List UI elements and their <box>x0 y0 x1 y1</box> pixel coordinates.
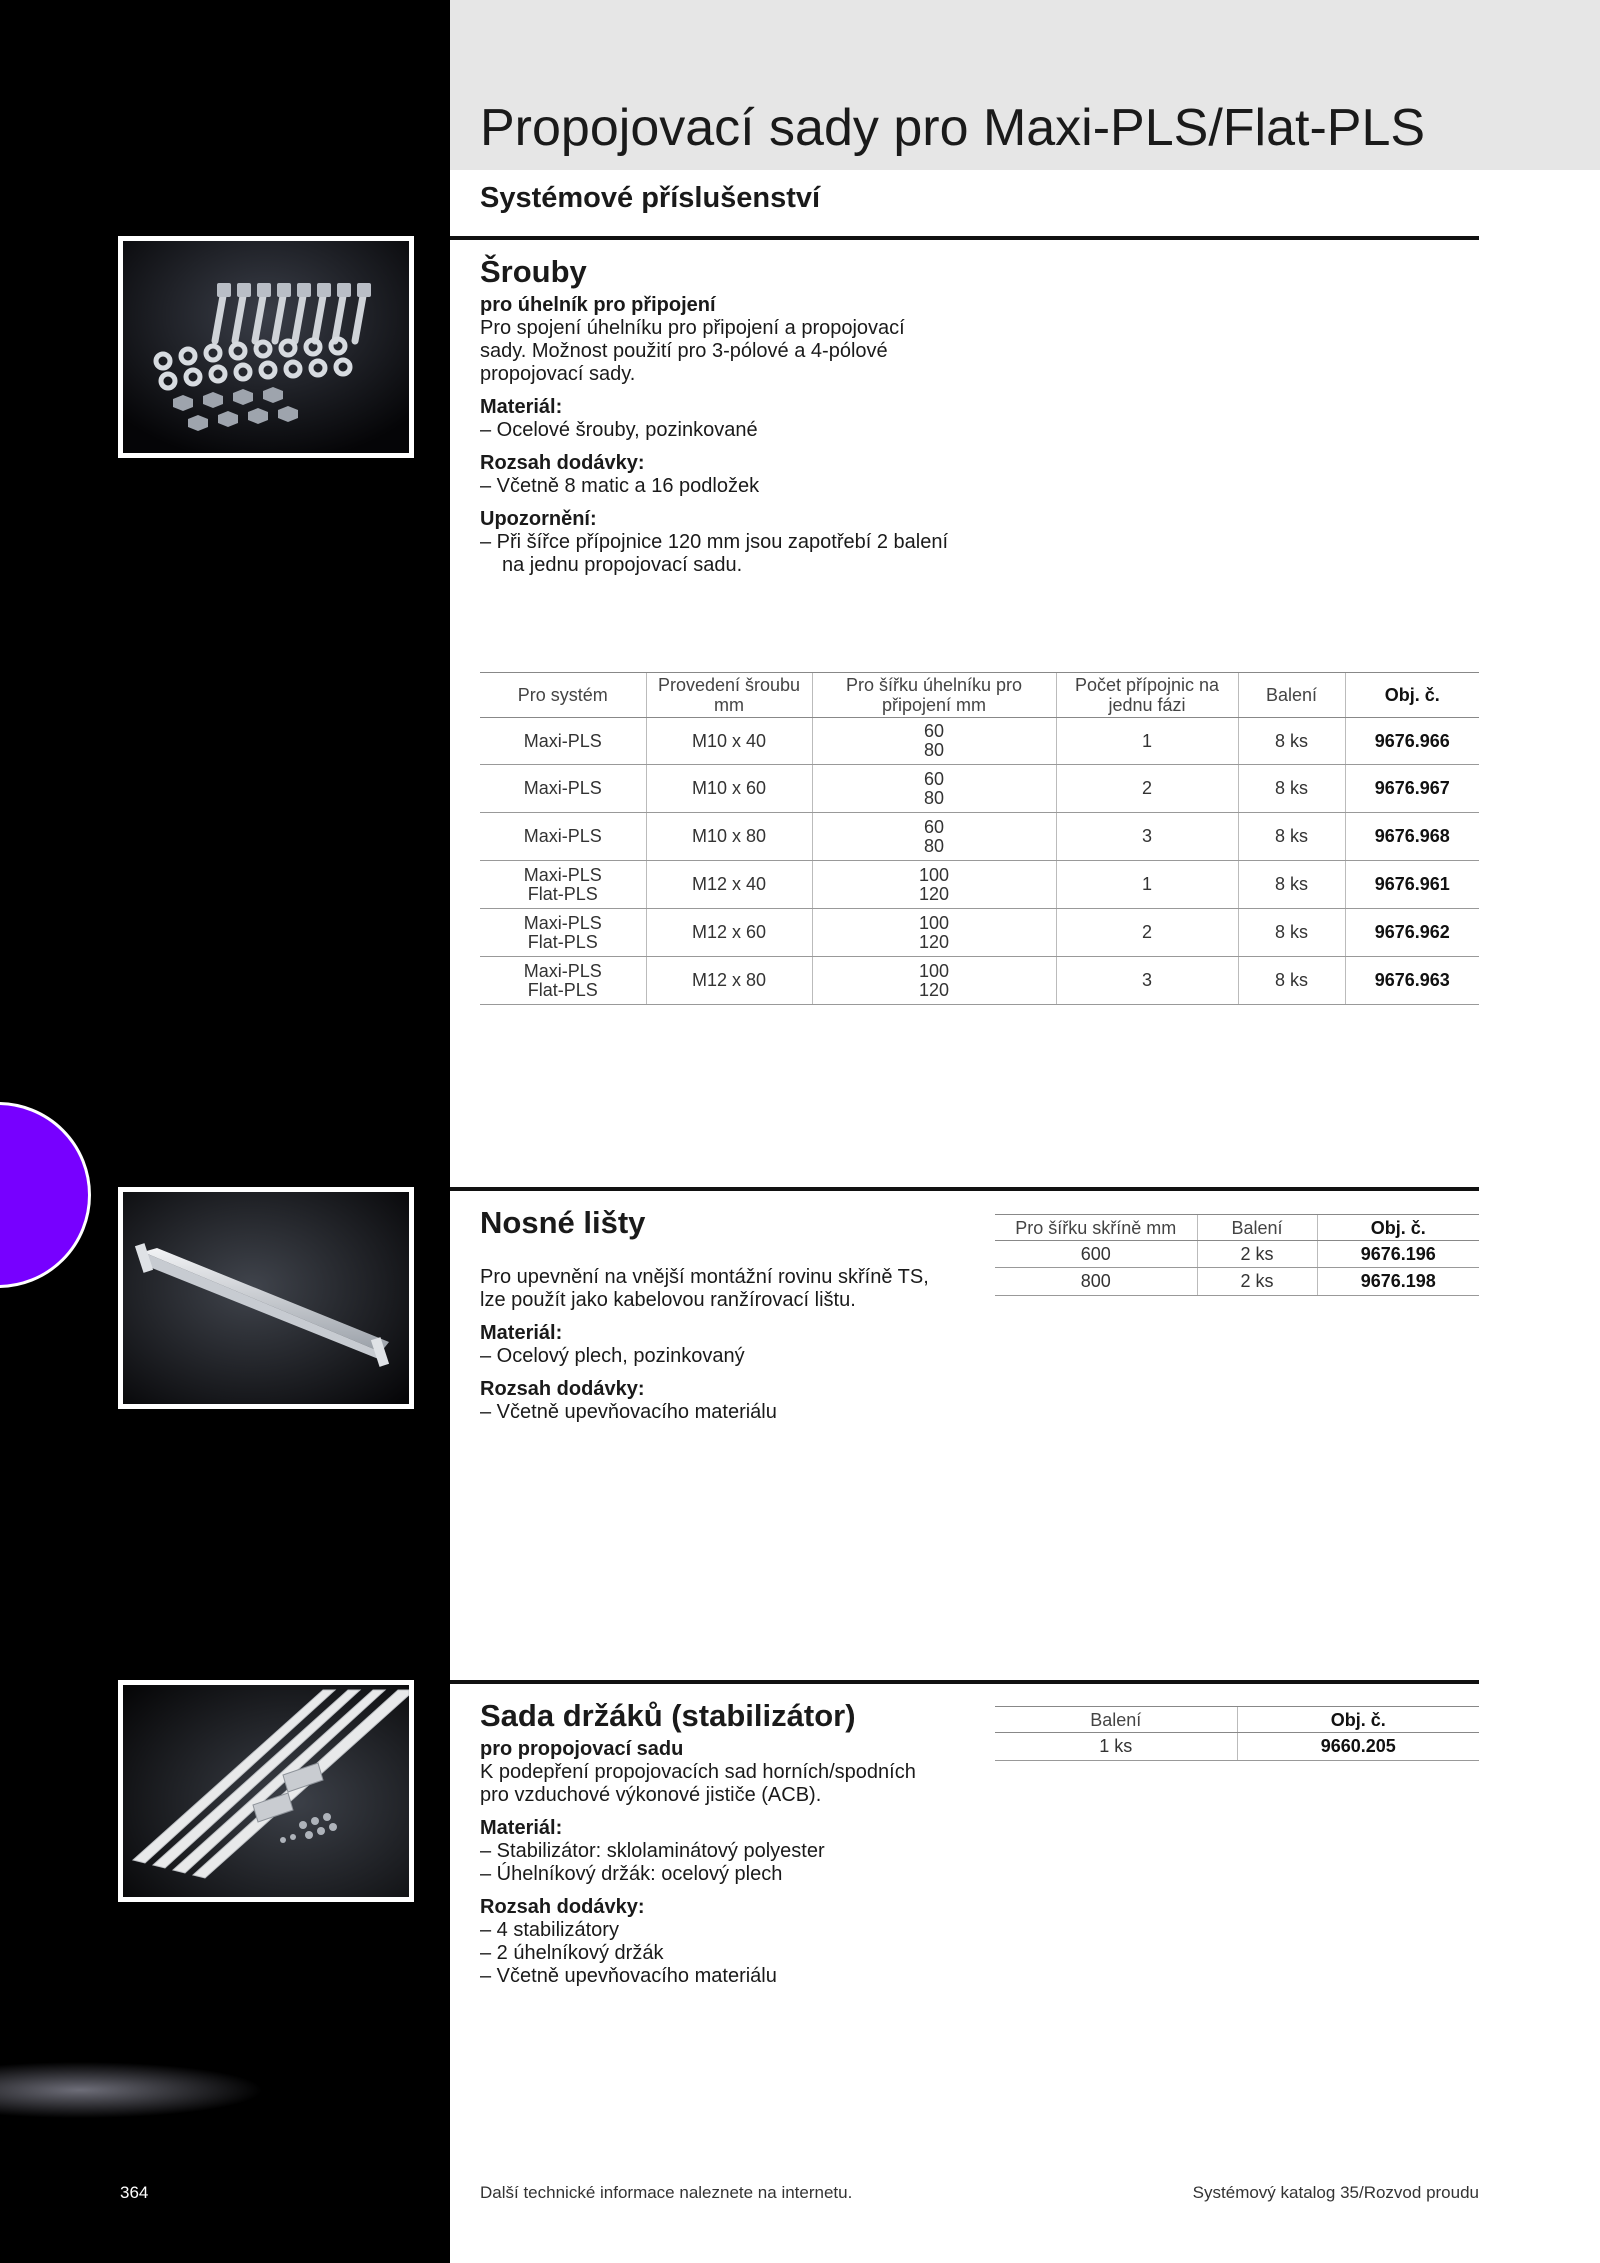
table-cell: 1 <box>1056 718 1238 765</box>
table-cell: 2 <box>1056 765 1238 813</box>
table-cell: 60 80 <box>812 718 1056 765</box>
table-cell: M10 x 60 <box>646 765 812 813</box>
order-number: 9676.967 <box>1345 765 1479 813</box>
table-cell: 800 <box>995 1268 1197 1296</box>
table-header: Pro systém <box>480 673 646 718</box>
sidebar-glow <box>0 2020 450 2160</box>
table-cell: Maxi-PLS Flat-PLS <box>480 957 646 1005</box>
table-cell: 1 ks <box>995 1733 1237 1761</box>
screws-title: Šrouby <box>480 254 587 289</box>
table-cell: Maxi-PLS <box>480 813 646 861</box>
order-number: 9676.962 <box>1345 909 1479 957</box>
rails-material-label: Materiál: <box>480 1322 563 1344</box>
screws-description: Pro spojení úhelníku pro připojení a propojovací sady. Možnost použití pro 3-pólové a 4-pólové propojovací sady. <box>480 317 905 385</box>
table-cell: 100 120 <box>812 861 1056 909</box>
table-row <box>480 765 1479 813</box>
holders-material-item: – Stabilizátor: sklolaminátový polyester <box>480 1840 825 1862</box>
table-cell: 60 80 <box>812 813 1056 861</box>
table-row <box>480 861 1479 909</box>
screws-photo <box>118 236 414 458</box>
holders-text <box>480 1738 950 1988</box>
table-cell: 8 ks <box>1238 765 1345 813</box>
screws-note-label: Upozornění: <box>480 508 597 530</box>
table-cell: 60 80 <box>812 765 1056 813</box>
footer-note: Další technické informace naleznete na internetu. <box>480 2183 853 2202</box>
table-header: Počet přípojnic na jednu fázi <box>1056 673 1238 718</box>
table-row <box>480 909 1479 957</box>
table-header: Balení <box>1238 673 1345 718</box>
table-header: Pro šířku skříně mm <box>995 1215 1197 1241</box>
table-row <box>480 957 1479 1005</box>
table-cell: 8 ks <box>1238 718 1345 765</box>
order-number: 9676.963 <box>1345 957 1479 1005</box>
table-cell: 8 ks <box>1238 957 1345 1005</box>
table-header: Pro šířku úhelníku pro připojení mm <box>812 673 1056 718</box>
table-cell: Maxi-PLS <box>480 718 646 765</box>
screws-delivery-label: Rozsah dodávky: <box>480 452 645 474</box>
footer-catalog: Systémový katalog 35/Rozvod proudu <box>1192 2183 1479 2202</box>
order-number: 9676.961 <box>1345 861 1479 909</box>
table-cell: 8 ks <box>1238 861 1345 909</box>
rails-text <box>480 1266 950 1424</box>
order-number: 9676.966 <box>1345 718 1479 765</box>
holders-title: Sada držáků (stabilizátor) <box>480 1698 856 1733</box>
order-number: 9676.968 <box>1345 813 1479 861</box>
table-cell: 100 120 <box>812 957 1056 1005</box>
table-cell: Maxi-PLS Flat-PLS <box>480 909 646 957</box>
table-row <box>480 813 1479 861</box>
rails-delivery-label: Rozsah dodávky: <box>480 1378 645 1400</box>
holders-material-item: – Úhelníkový držák: ocelový plech <box>480 1863 783 1885</box>
screws-lead: pro úhelník pro připojení <box>480 294 716 316</box>
table-cell: 8 ks <box>1238 909 1345 957</box>
section-divider <box>450 1680 1479 1684</box>
table-cell: Maxi-PLS Flat-PLS <box>480 861 646 909</box>
holders-lead: pro propojovací sadu <box>480 1738 684 1760</box>
order-number: 9676.198 <box>1317 1268 1479 1296</box>
section-divider <box>450 1187 1479 1191</box>
holders-delivery-item: – 2 úhelníkový držák <box>480 1942 664 1964</box>
screws-material: – Ocelové šrouby, pozinkované <box>480 419 758 441</box>
table-header: Obj. č. <box>1237 1707 1479 1733</box>
page-subtitle: Systémové příslušenství <box>480 182 821 214</box>
table-cell: 100 120 <box>812 909 1056 957</box>
table-cell: M12 x 40 <box>646 861 812 909</box>
table-cell: M10 x 40 <box>646 718 812 765</box>
holders-photo <box>118 1680 414 1902</box>
holders-delivery-item: – 4 stabilizátory <box>480 1919 619 1941</box>
holders-delivery-item: – Včetně upevňovacího materiálu <box>480 1965 777 1987</box>
table-cell: 8 ks <box>1238 813 1345 861</box>
order-number: 9660.205 <box>1237 1733 1479 1761</box>
table-cell: 2 ks <box>1197 1241 1317 1268</box>
screws-table <box>480 672 1479 1005</box>
table-cell: 2 ks <box>1197 1268 1317 1296</box>
rails-title: Nosné lišty <box>480 1205 646 1240</box>
holders-delivery-label: Rozsah dodávky: <box>480 1896 645 1918</box>
table-cell: 3 <box>1056 813 1238 861</box>
table-cell: M12 x 80 <box>646 957 812 1005</box>
rails-delivery: – Včetně upevňovacího materiálu <box>480 1401 777 1423</box>
table-header: Obj. č. <box>1345 673 1479 718</box>
screws-text <box>480 294 950 577</box>
table-row <box>995 1268 1479 1296</box>
table-cell: 600 <box>995 1241 1197 1268</box>
table-header: Obj. č. <box>1317 1215 1479 1241</box>
table-cell: M12 x 60 <box>646 909 812 957</box>
table-header: Balení <box>995 1707 1237 1733</box>
holders-description: K podepření propojovacích sad horních/spodních pro vzduchové výkonové jističe (ACB). <box>480 1761 916 1806</box>
table-header: Balení <box>1197 1215 1317 1241</box>
screws-note: – Při šířce přípojnice 120 mm jsou zapotřebí 2 balení na jednu propojovací sadu. <box>480 531 949 576</box>
section-divider <box>450 236 1479 240</box>
table-header: Provedení šroubu mm <box>646 673 812 718</box>
holders-table <box>995 1706 1479 1761</box>
page-number: 364 <box>120 2183 149 2202</box>
rails-material: – Ocelový plech, pozinkovaný <box>480 1345 745 1367</box>
rails-photo <box>118 1187 414 1409</box>
table-row <box>995 1733 1479 1761</box>
table-cell: Maxi-PLS <box>480 765 646 813</box>
table-cell: 3 <box>1056 957 1238 1005</box>
table-cell: 1 <box>1056 861 1238 909</box>
rails-table <box>995 1214 1479 1296</box>
screws-delivery: – Včetně 8 matic a 16 podložek <box>480 475 760 497</box>
page-title: Propojovací sady pro Maxi-PLS/Flat-PLS <box>480 99 1426 157</box>
rails-description: Pro upevnění na vnější montážní rovinu skříně TS, lze použít jako kabelovou ranžírovací lištu. <box>480 1266 929 1311</box>
screws-material-label: Materiál: <box>480 396 563 418</box>
table-cell: M10 x 80 <box>646 813 812 861</box>
table-row <box>480 718 1479 765</box>
holders-material-label: Materiál: <box>480 1817 563 1839</box>
table-row <box>995 1241 1479 1268</box>
table-cell: 2 <box>1056 909 1238 957</box>
order-number: 9676.196 <box>1317 1241 1479 1268</box>
